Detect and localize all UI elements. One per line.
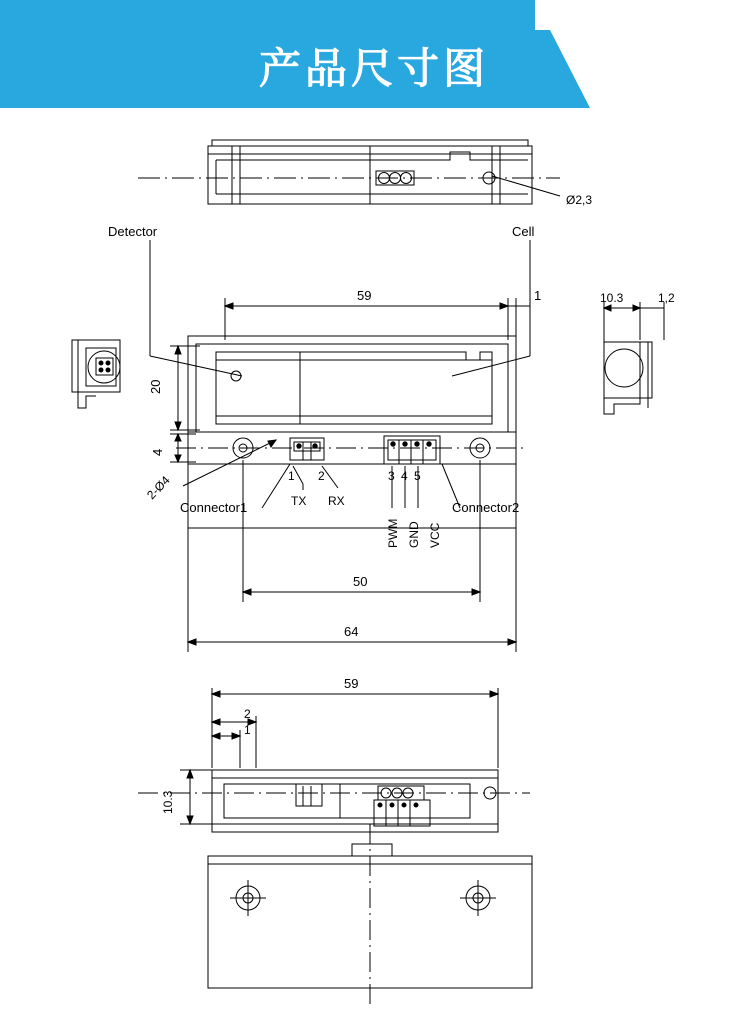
dim-offset-2-bottom: 2 <box>244 707 251 721</box>
view-side-right <box>600 291 675 414</box>
pin-3-label: 3 <box>388 469 395 483</box>
dim-width-50: 50 <box>353 574 368 589</box>
view-side-left <box>72 340 120 408</box>
dim-depth-10-3-side: 10.3 <box>600 291 624 305</box>
signal-rx-label: RX <box>328 494 345 508</box>
callout-connector2: Connector2 <box>452 500 520 515</box>
signal-tx-label: TX <box>291 494 307 508</box>
signal-pwm-label: PWM <box>386 518 400 548</box>
callout-leaders <box>108 224 535 376</box>
pin-5-label: 5 <box>414 469 421 483</box>
pin-2-label: 2 <box>318 469 325 483</box>
signal-vcc-label: VCC <box>428 522 442 548</box>
dim-width-59-bottom: 59 <box>344 676 359 691</box>
callout-connector1: Connector1 <box>180 500 248 515</box>
view-front <box>144 288 541 652</box>
pin-4-label: 4 <box>401 469 408 483</box>
dim-height-10-3-bottom: 10.3 <box>161 790 175 814</box>
dim-offset-1-bottom: 1 <box>244 723 251 737</box>
header-banner <box>0 0 750 108</box>
dim-thickness-1-2-side: 1,2 <box>658 291 675 305</box>
callout-detector: Detector <box>108 224 158 239</box>
pin-1-label: 1 <box>288 469 295 483</box>
signal-gnd-label: GND <box>407 521 421 548</box>
dim-height-20: 20 <box>148 379 163 394</box>
view-bottom <box>138 676 530 832</box>
dim-edge-1-front: 1 <box>534 288 542 303</box>
dim-width-59-front: 59 <box>357 288 372 303</box>
callout-cell: Cell <box>512 224 535 239</box>
dimension-drawing <box>0 108 750 1012</box>
dim-hole-diameter-2: 2-Ø4 <box>144 473 173 503</box>
dim-hole-diameter-top: Ø2,3 <box>566 193 593 207</box>
page-title: 产品尺寸图 <box>258 44 489 93</box>
dim-height-4: 4 <box>150 448 165 456</box>
view-rear <box>208 824 532 1006</box>
dim-width-64: 64 <box>344 624 359 639</box>
view-top <box>138 140 592 207</box>
